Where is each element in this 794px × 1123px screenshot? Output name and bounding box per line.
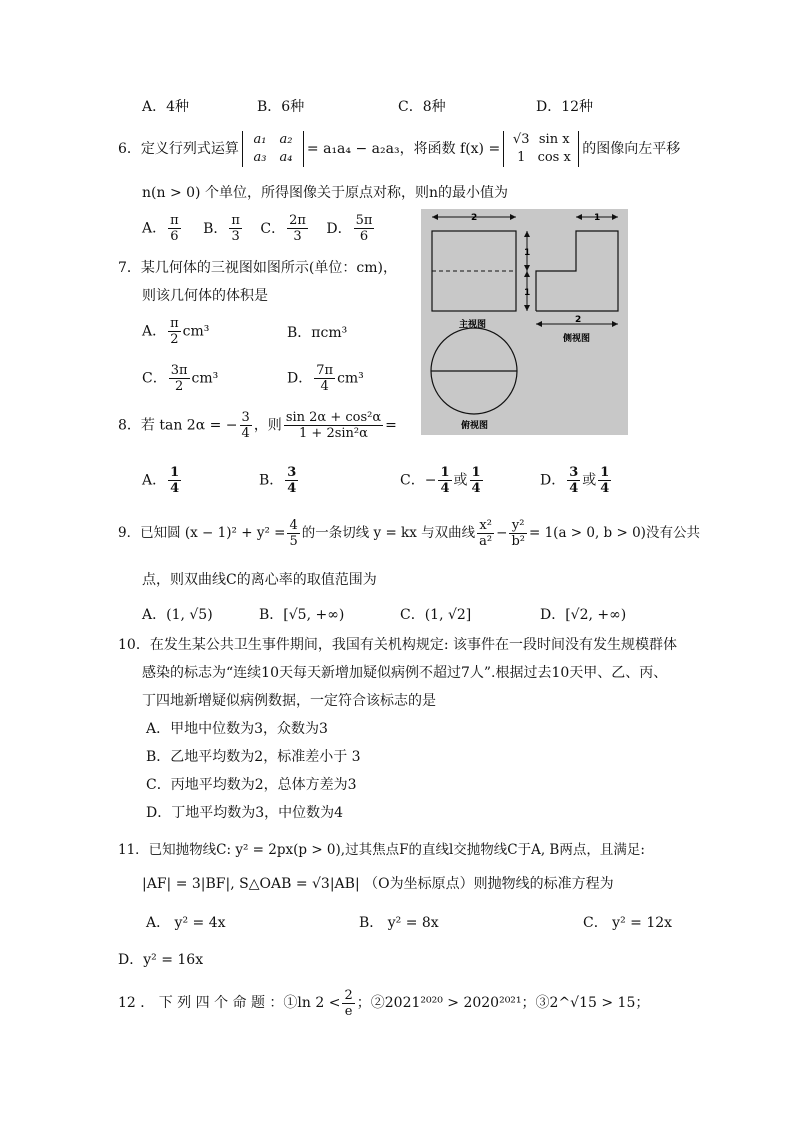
q6-line2: n(n > 0) 个单位，所得图像关于原点对称，则n的最小值为: [142, 185, 508, 201]
q9-option-c: C．(1, √2]: [400, 607, 472, 623]
q7-option-c: C． $\frac{3\pi}{2}$ cm³: [142, 363, 219, 394]
dim-height-2: 1: [524, 288, 531, 298]
side-view-shape: [536, 231, 618, 311]
q5-option-c: C．8种: [398, 99, 446, 115]
q5-option-d: D．12种: [536, 99, 594, 115]
q6-determinant: a₁ a₂ a₃ a₄: [242, 131, 304, 167]
question-9: 9．已知圆 (x − 1)² + y² = $\frac{4}{5}$ 的一条切线 y = kx 与双曲线 $\frac{\text{x²}}{\text{a²}}$ − $\frac{\text{y²}}{\text{b²}}$ = 1(a > 0, b > 0)没有公共: [118, 518, 700, 549]
q8-option-d: D． $\frac{3}{4}$ 或 $\frac{1}{4}$: [540, 465, 610, 496]
q10-option-c: C．丙地平均数为2，总体方差为3: [146, 777, 357, 793]
dim-side-width: 2: [575, 315, 582, 325]
q11-option-c: C． y² = 12x: [583, 915, 673, 931]
dim-side-top: 1: [594, 213, 601, 223]
q11-option-b: B． y² = 8x: [359, 915, 439, 931]
q8-option-a: A． $\frac{1}{4}$: [142, 465, 180, 496]
question-12: 12 ． 下 列 四 个 命 题 ：①ln 2 < $\frac{2}{e}$ ；②2021²⁰²⁰ > 2020²⁰²¹；③2^√15 > 15；: [118, 987, 650, 1019]
q5-option-b: B．6种: [257, 99, 305, 115]
front-view-label: 主视图: [459, 320, 487, 330]
q6-option-d: D．: [326, 220, 352, 237]
q8-option-c: C．− $\frac{1}{4}$ 或 $\frac{1}{4}$: [400, 465, 481, 496]
q6-option-a: A．: [142, 220, 167, 237]
q10-line2: 感染的标志为“连续10天每天新增加疑似病例不超过7人”.根据过去10天甲、乙、丙、: [142, 665, 668, 681]
q9-option-d: D．[√2, +∞): [540, 607, 627, 623]
q10-option-a: A．甲地中位数为3，众数为3: [146, 721, 328, 737]
q6-pre: 定义行列式运算: [140, 141, 239, 157]
q6-c-frac: $\frac{2\pi}{3}$: [289, 213, 306, 244]
q11-option-d: D．y² = 16x: [118, 952, 204, 968]
q11-option-a: A． y² = 4x: [146, 915, 226, 931]
question-6: [118, 131, 680, 167]
dim-front-width: 2: [471, 213, 478, 223]
top-view-label: 俯视图: [461, 421, 489, 431]
q10-option-b: B．乙地平均数为2，标准差小于 3: [146, 749, 361, 765]
q6-option-c: C．: [260, 220, 286, 237]
question-8: 8．若 tan 2α = − $\frac{3}{4}$ ，则 $\frac{\text{sin 2α + cos²α}}{\text{1 + 2sin²α}}$ =: [118, 410, 397, 441]
q6-determinant-2: √3 sin x 1 cos x: [503, 131, 579, 167]
q6-d-frac: $\frac{5\pi}{6}$: [355, 213, 373, 244]
dim-height-1: 1: [524, 248, 531, 258]
q6-options: [142, 213, 376, 244]
q9-option-a: A．(1, √5): [142, 607, 213, 623]
q6-number: 6．: [118, 141, 141, 157]
q5-option-a: A．4种: [142, 99, 190, 115]
q7-line2: 则该几何体的体积是: [142, 288, 268, 304]
q7-option-a: A． $\frac{\pi}{2}$ cm³: [142, 316, 210, 347]
q10-line3: 丁四地新增疑似病例数据，一定符合该标志的是: [142, 693, 436, 709]
q9-line2: 点，则双曲线C的离心率的取值范围为: [142, 572, 377, 588]
q6-b-frac: $\frac{\pi}{3}$: [231, 213, 240, 244]
three-view-figure: [421, 209, 628, 435]
q10-option-d: D．丁地平均数为3，中位数为4: [146, 805, 344, 821]
q9-option-b: B．[√5, +∞): [259, 607, 345, 623]
q11-line1: 11．已知抛物线C: y² = 2px(p > 0),过其焦点F的直线l交抛物线C于A, B两点，且满足:: [118, 842, 645, 858]
q11-line2: |AF| = 3|BF|, S△OAB = √3|AB| （O为坐标原点）则抛物线的标准方程为: [142, 876, 614, 892]
q7-option-b: B．πcm³: [287, 325, 348, 341]
q6-post: 的图像向左平移: [582, 141, 681, 157]
q6-eq: = a₁a₄ − a₂a₃，将函数 f(x) =: [306, 141, 501, 157]
q6-a-frac: $\frac{\pi}{6}$: [170, 213, 179, 244]
q6-option-b: B．: [203, 220, 228, 237]
side-view-label: 侧视图: [563, 334, 591, 344]
q10-line1: 10．在发生某公共卫生事件期间，我国有关机构规定: 该事件在一段时间没有发生规模群体: [118, 637, 677, 653]
q7-option-d: D． $\frac{7\pi}{4}$ cm³: [287, 363, 364, 394]
q8-option-b: B． $\frac{3}{4}$: [259, 465, 297, 496]
q7-line1: 7．某几何体的三视图如图所示(单位：cm)，: [118, 260, 397, 276]
